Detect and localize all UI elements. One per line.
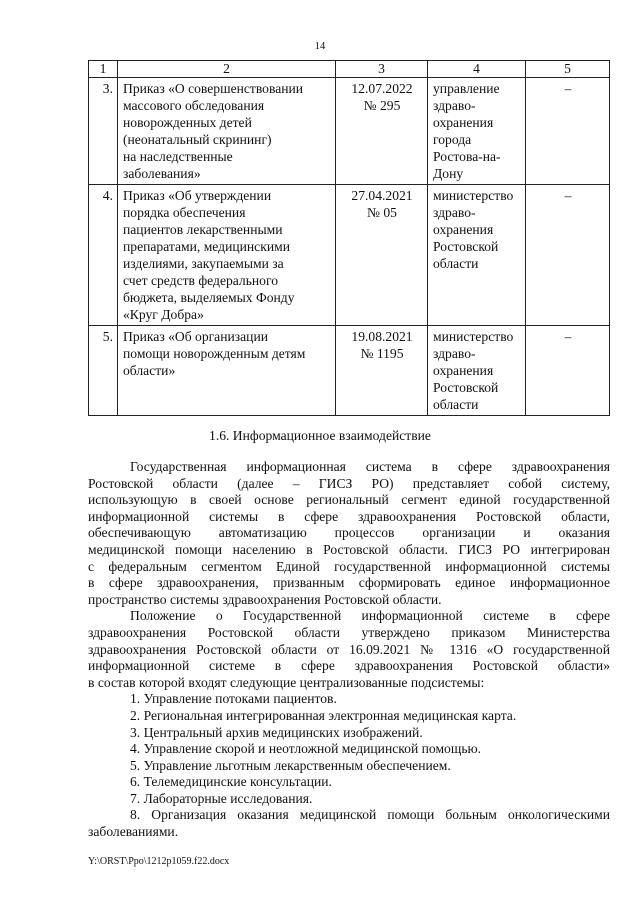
act-note: – <box>526 326 610 416</box>
act-title-line: заболевания» <box>123 166 201 181</box>
authority-line: охранения <box>433 222 494 237</box>
act-title-line: Приказ «Об утверждении <box>123 188 272 203</box>
authority-line: здраво- <box>433 346 476 361</box>
act-date-cell <box>336 78 428 185</box>
act-date-cell <box>336 326 428 416</box>
row-number: 5. <box>89 326 118 416</box>
paragraph-line: Государственная информационная система в сфере здравоохранения <box>130 459 610 474</box>
header-cell-3: 3 <box>336 61 428 78</box>
table-row <box>89 326 610 416</box>
paragraph-information-system <box>88 459 610 841</box>
act-title <box>118 78 336 185</box>
paragraph-line: обеспечивающую автоматизацию процессов организации и оказания <box>88 525 610 541</box>
act-title-line: порядка обеспечения <box>123 205 246 220</box>
paragraph-line: в сфере здравоохранения, призванным сформировать единое информационное <box>88 575 610 591</box>
paragraph-line: здравоохранения Ростовской области от 16.09.2021 № 1316 «О государственной <box>88 641 610 657</box>
section-title: 1.6. Информационное взаимодействие <box>209 428 431 443</box>
act-title-line: Приказ «О совершенствовании <box>123 81 304 96</box>
authority-line: здраво- <box>433 205 476 220</box>
authority-line: области <box>433 397 479 412</box>
authority-line: города <box>433 132 472 147</box>
act-title-line: новорожденных детей <box>123 115 252 130</box>
act-title-line: изделиями, закупаемыми за <box>123 256 284 271</box>
list-item-continuation: заболеваниями. <box>88 824 179 840</box>
act-authority <box>428 185 526 326</box>
list-item: 2. Региональная интегрированная электронная медицинская карта. <box>130 707 517 723</box>
authority-line: здраво- <box>433 98 476 113</box>
row-number: 4. <box>89 185 118 326</box>
table-header-row <box>89 61 610 78</box>
list-item: 1. Управление потоками пациентов. <box>130 691 337 707</box>
row-number: 3. <box>89 78 118 185</box>
paragraph-line: в состав которой входят следующие централизованные подсистемы: <box>88 674 485 690</box>
act-title-line: области» <box>123 363 176 378</box>
act-date: 19.08.2021 <box>351 329 413 344</box>
act-note: – <box>526 185 610 326</box>
act-number: № 1195 <box>360 346 404 361</box>
act-title-line: пациентов лекарственными <box>123 222 283 237</box>
act-number: № 05 <box>367 205 397 220</box>
legal-acts-table <box>88 60 610 416</box>
act-title-line: Приказ «Об организации <box>123 329 268 344</box>
act-note: – <box>526 78 610 185</box>
file-path-footer: Y:\ORST\Ppo\1212p1059.f22.docx <box>88 856 230 867</box>
list-item: 7. Лабораторные исследования. <box>130 790 313 806</box>
page-number: 14 <box>314 41 326 52</box>
header-cell-1: 1 <box>89 61 118 78</box>
paragraph-line: Положение о Государственной информационной системе в сфере <box>130 608 610 624</box>
act-title-line: массового обследования <box>123 98 265 113</box>
act-title-line: бюджета, выделяемых Фонду <box>123 290 295 305</box>
paragraph-line: медицинской помощи населению в Ростовской области. ГИСЗ РО интегрирован <box>88 541 610 557</box>
act-title-line: счет средств федерального <box>123 273 279 288</box>
authority-line: охранения <box>433 115 494 130</box>
authority-line: управление <box>433 81 500 96</box>
act-title-line: помощи новорожденным детям <box>123 346 306 361</box>
act-date: 12.07.2022 <box>351 81 413 96</box>
act-title-line: на наследственные <box>123 149 233 164</box>
act-number: № 295 <box>363 98 401 113</box>
act-date: 27.04.2021 <box>351 188 413 203</box>
list-item: 3. Центральный архив медицинских изображений. <box>130 724 423 740</box>
act-title <box>118 326 336 416</box>
header-cell-5: 5 <box>526 61 610 78</box>
table-row <box>89 185 610 326</box>
act-title-line: препаратами, медицинскими <box>123 239 290 254</box>
list-item: 5. Управление льготным лекарственным обеспечением. <box>130 757 451 773</box>
authority-line: министерство <box>433 329 514 344</box>
list-item: 4. Управление скорой и неотложной медицинской помощью. <box>130 741 482 757</box>
authority-line: Ростовской <box>433 380 499 395</box>
header-cell-4: 4 <box>428 61 526 78</box>
paragraph-line: с федеральным сегментом Единой государственной информационной системы <box>88 558 610 574</box>
list-item: 6. Телемедицинские консультации. <box>130 774 332 790</box>
act-title <box>118 185 336 326</box>
table-row <box>89 78 610 185</box>
paragraph-line: пространство системы здравоохранения Ростовской области. <box>88 591 442 607</box>
authority-line: министерство <box>433 188 514 203</box>
authority-line: Дону <box>433 166 464 181</box>
paragraph-line: использующую в своей основе региональный сегмент единой государственной <box>88 492 610 508</box>
authority-line: Ростова-на- <box>433 149 501 164</box>
list-item: 8. Организация оказания медицинской помощи больным онкологическими <box>130 807 610 823</box>
paragraph-line: здравоохранения Ростовской области утверждено приказом Министерства <box>88 624 610 640</box>
paragraph-line: информационной системы в сфере здравоохранения Ростовской области, <box>88 508 610 524</box>
act-title-line: (неонатальный скрининг) <box>123 132 272 147</box>
act-authority <box>428 326 526 416</box>
act-title-line: «Круг Добра» <box>123 307 204 322</box>
act-date-cell <box>336 185 428 326</box>
act-authority <box>428 78 526 185</box>
authority-line: Ростовской <box>433 239 499 254</box>
authority-line: охранения <box>433 363 494 378</box>
header-cell-2: 2 <box>118 61 336 78</box>
authority-line: области <box>433 256 479 271</box>
paragraph-line: Ростовской области (далее – ГИСЗ РО) представляет собой систему, <box>88 475 610 491</box>
paragraph-line: информационной системе в сфере здравоохранения Ростовской области» <box>88 658 610 674</box>
